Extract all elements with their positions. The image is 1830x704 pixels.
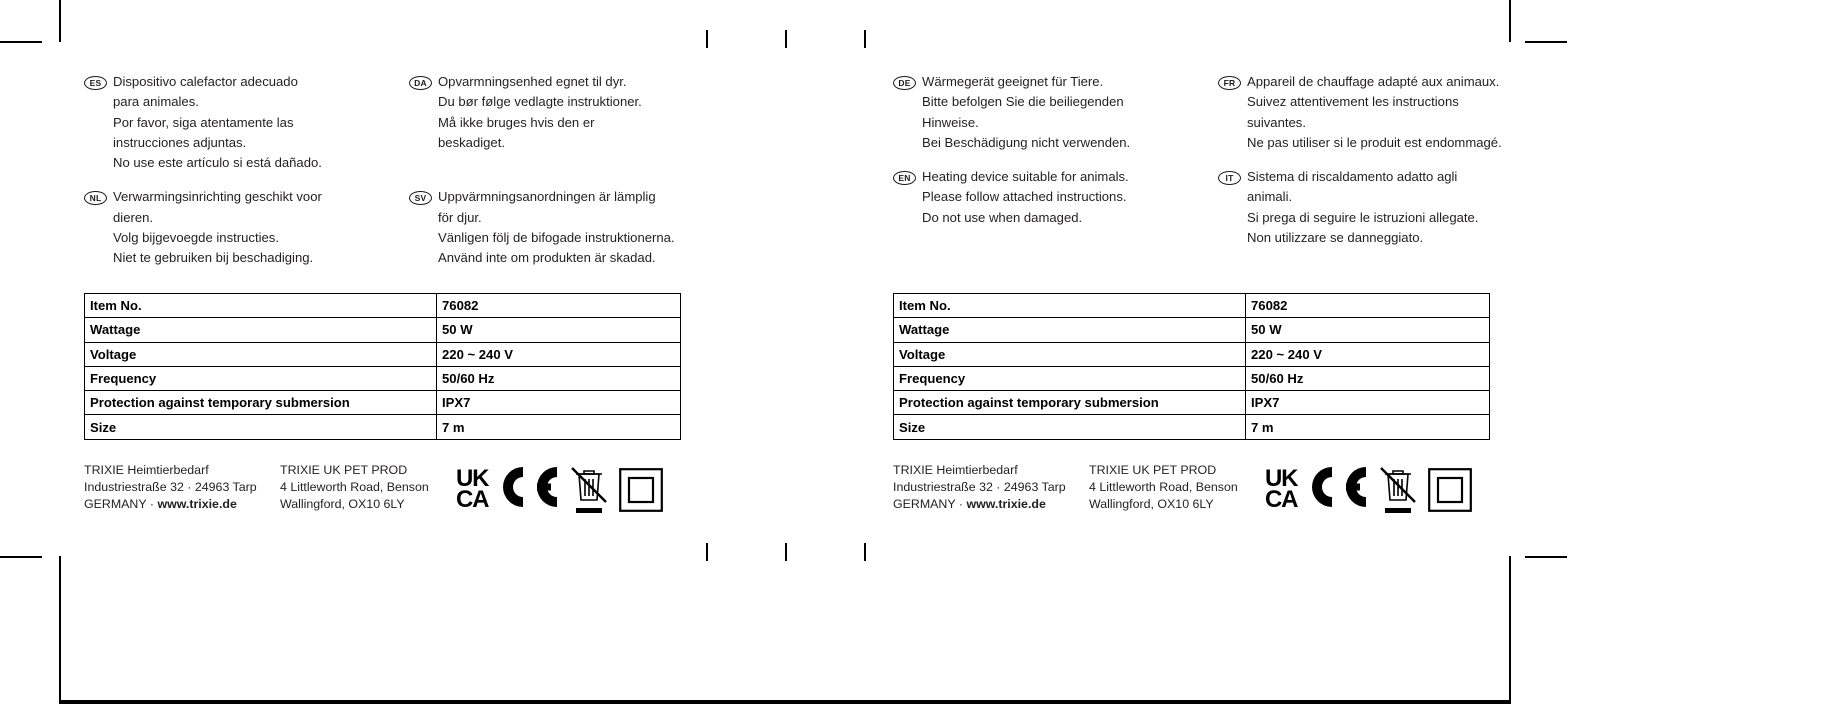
lang-line: Heating device suitable for animals.	[922, 169, 1129, 185]
lang-line: Uppvärmningsanordningen är lämplig	[438, 189, 656, 205]
spec-label: Item No.	[85, 294, 437, 318]
lang-line: suivantes.	[1247, 114, 1306, 130]
country-code-badge-de: DE	[893, 76, 916, 90]
country-code-badge-da: DA	[409, 76, 432, 90]
table-row	[894, 294, 1490, 318]
lang-line: Non utilizzare se danneggiato.	[1247, 230, 1424, 246]
certification-marks-right	[1265, 462, 1472, 518]
spec-label: Wattage	[85, 318, 437, 342]
weee-crossed-out-wheelie-bin-icon	[568, 462, 610, 518]
spec-value: 50/60 Hz	[437, 366, 681, 390]
lang-line: Hinweise.	[922, 114, 979, 130]
uk-importer-address	[1089, 462, 1261, 513]
lang-line: Wärmegerät geeignet für Tiere.	[922, 74, 1104, 89]
language-text-es	[113, 72, 322, 173]
addr-line: Industriestraße 32 · 24963 Tarp	[893, 480, 1066, 494]
lang-line: Please follow attached instructions.	[922, 189, 1127, 205]
addr-line: Wallingford, OX10 6LY	[1089, 497, 1214, 511]
language-block-sv	[409, 187, 704, 268]
lang-line: Vänligen följ de bifogade instruktionerna.	[438, 230, 675, 246]
language-text-da	[438, 72, 642, 153]
lang-line: Bitte befolgen Sie die beiliegenden	[922, 94, 1124, 110]
uk-importer-address	[280, 462, 452, 513]
language-grid-left	[84, 72, 704, 269]
lang-line: Sistema di riscaldamento adatto agli	[1247, 169, 1458, 185]
spec-label: Voltage	[85, 342, 437, 366]
spec-value: IPX7	[1246, 391, 1490, 415]
class-ii-svg	[1428, 468, 1472, 512]
class-ii-svg	[619, 468, 663, 512]
lang-line: Använd inte om produkten är skadad.	[438, 250, 656, 266]
lang-line: beskadiget.	[438, 134, 505, 150]
addr-line: TRIXIE UK PET PROD	[1089, 463, 1217, 477]
language-text-fr	[1247, 72, 1502, 153]
lang-line: Niet te gebruiken bij beschadiging.	[113, 250, 314, 266]
manufacturer-address	[84, 462, 280, 513]
language-block-it	[1218, 167, 1513, 248]
ukca-top-text: UK	[456, 465, 489, 492]
addr-line-website	[893, 496, 1089, 513]
spec-label: Size	[85, 415, 437, 439]
spec-value: 50 W	[437, 318, 681, 342]
addr-line: 4 Littleworth Road, Benson	[1089, 480, 1238, 494]
lang-line: Opvarmningsenhed egnet til dyr.	[438, 74, 627, 89]
country-label: GERMANY ·	[84, 497, 158, 511]
website-url[interactable]: www.trixie.de	[966, 497, 1046, 511]
ukca-bottom-text: CA	[456, 486, 489, 513]
table-row	[85, 294, 681, 318]
lang-line: Du bør følge vedlagte instruktioner.	[438, 94, 642, 110]
table-row	[85, 342, 681, 366]
spec-label: Size	[894, 415, 1246, 439]
ce-mark	[1306, 464, 1368, 510]
language-text-en	[922, 167, 1129, 228]
ukca-mark	[456, 465, 489, 513]
lang-line: Suivez attentivement les instructions	[1247, 94, 1459, 110]
spec-value: 50 W	[1246, 318, 1490, 342]
lang-line: Volg bijgevoegde instructies.	[113, 230, 279, 246]
country-code-badge-it: IT	[1218, 171, 1241, 185]
spec-value: 7 m	[1246, 415, 1490, 439]
lang-line: för djur.	[438, 209, 482, 225]
weee-bin-svg	[568, 462, 610, 518]
language-block-nl	[84, 187, 409, 268]
lang-line: Bei Beschädigung nicht verwenden.	[922, 134, 1131, 150]
ukca-mark	[1265, 465, 1298, 513]
spec-label: Protection against temporary submersion	[894, 391, 1246, 415]
class-ii-double-insulation-icon	[619, 468, 663, 512]
spec-label: Wattage	[894, 318, 1246, 342]
lang-line: No use este artículo si está dañado.	[113, 155, 322, 171]
language-text-sv	[438, 187, 675, 268]
panel-right	[880, 0, 1830, 704]
country-code-badge-en: EN	[893, 171, 916, 185]
country-code-badge-fr: FR	[1218, 76, 1241, 90]
table-row	[85, 391, 681, 415]
language-block-de	[893, 72, 1218, 153]
table-row	[894, 415, 1490, 439]
addr-line: 4 Littleworth Road, Benson	[280, 480, 429, 494]
language-text-de	[922, 72, 1130, 153]
spec-table-right	[893, 293, 1490, 440]
spec-value: IPX7	[437, 391, 681, 415]
language-block-en	[893, 167, 1218, 248]
manufacturer-address	[893, 462, 1089, 513]
table-row	[894, 342, 1490, 366]
spec-label: Item No.	[894, 294, 1246, 318]
country-code-badge-sv: SV	[409, 191, 432, 205]
lang-line: Si prega di seguire le istruzioni allegate.	[1247, 209, 1479, 225]
table-row	[85, 366, 681, 390]
lang-line: Verwarmingsinrichting geschikt voor	[113, 189, 322, 205]
table-row	[85, 318, 681, 342]
language-grid-right	[893, 72, 1513, 248]
ce-mark-icon	[497, 464, 559, 510]
language-block-es	[84, 72, 409, 173]
lang-line: para animales.	[113, 94, 199, 110]
country-code-badge-es: ES	[84, 76, 107, 90]
spec-value: 220 ~ 240 V	[1246, 342, 1490, 366]
spec-value: 76082	[437, 294, 681, 318]
addr-line: Wallingford, OX10 6LY	[280, 497, 405, 511]
lang-line: instrucciones adjuntas.	[113, 134, 247, 150]
table-row	[894, 391, 1490, 415]
language-text-nl	[113, 187, 322, 268]
ukca-top-text: UK	[1265, 465, 1298, 492]
ukca-bottom-text: CA	[1265, 486, 1298, 513]
language-text-it	[1247, 167, 1478, 248]
lang-line: Do not use when damaged.	[922, 209, 1083, 225]
spec-label: Frequency	[85, 366, 437, 390]
website-url[interactable]: www.trixie.de	[157, 497, 237, 511]
ce-mark-icon	[1306, 464, 1368, 510]
class-ii-double-insulation-icon	[1428, 468, 1472, 512]
addr-line: Industriestraße 32 · 24963 Tarp	[84, 480, 257, 494]
lang-line: animali.	[1247, 189, 1293, 205]
lang-line: Appareil de chauffage adapté aux animaux.	[1247, 74, 1500, 89]
table-row	[85, 415, 681, 439]
addr-line: TRIXIE UK PET PROD	[280, 463, 408, 477]
addr-line-website	[84, 496, 280, 513]
spec-label: Frequency	[894, 366, 1246, 390]
spec-value: 50/60 Hz	[1246, 366, 1490, 390]
language-block-fr	[1218, 72, 1513, 153]
lang-line: Ne pas utiliser si le produit est endommagé.	[1247, 134, 1502, 150]
panel-left	[0, 0, 880, 704]
certification-marks-left	[456, 462, 663, 518]
spec-label: Protection against temporary submersion	[85, 391, 437, 415]
ce-mark	[497, 464, 559, 510]
weee-bin-svg	[1377, 462, 1419, 518]
lang-line: dieren.	[113, 209, 154, 225]
lang-line: Por favor, siga atentamente las	[113, 114, 294, 130]
table-row	[894, 366, 1490, 390]
spec-table-left	[84, 293, 681, 440]
lang-line: Må ikke bruges hvis den er	[438, 114, 595, 130]
addr-line: TRIXIE Heimtierbedarf	[893, 463, 1018, 477]
footer-right	[893, 462, 1472, 518]
country-label: GERMANY ·	[893, 497, 967, 511]
spec-value: 220 ~ 240 V	[437, 342, 681, 366]
addr-line: TRIXIE Heimtierbedarf	[84, 463, 209, 477]
spec-value: 7 m	[437, 415, 681, 439]
lang-line: Dispositivo calefactor adecuado	[113, 74, 298, 89]
spec-value: 76082	[1246, 294, 1490, 318]
footer-left	[84, 462, 663, 518]
spec-label: Voltage	[894, 342, 1246, 366]
language-block-da	[409, 72, 704, 173]
table-row	[894, 318, 1490, 342]
country-code-badge-nl: NL	[84, 191, 107, 205]
weee-crossed-out-wheelie-bin-icon	[1377, 462, 1419, 518]
